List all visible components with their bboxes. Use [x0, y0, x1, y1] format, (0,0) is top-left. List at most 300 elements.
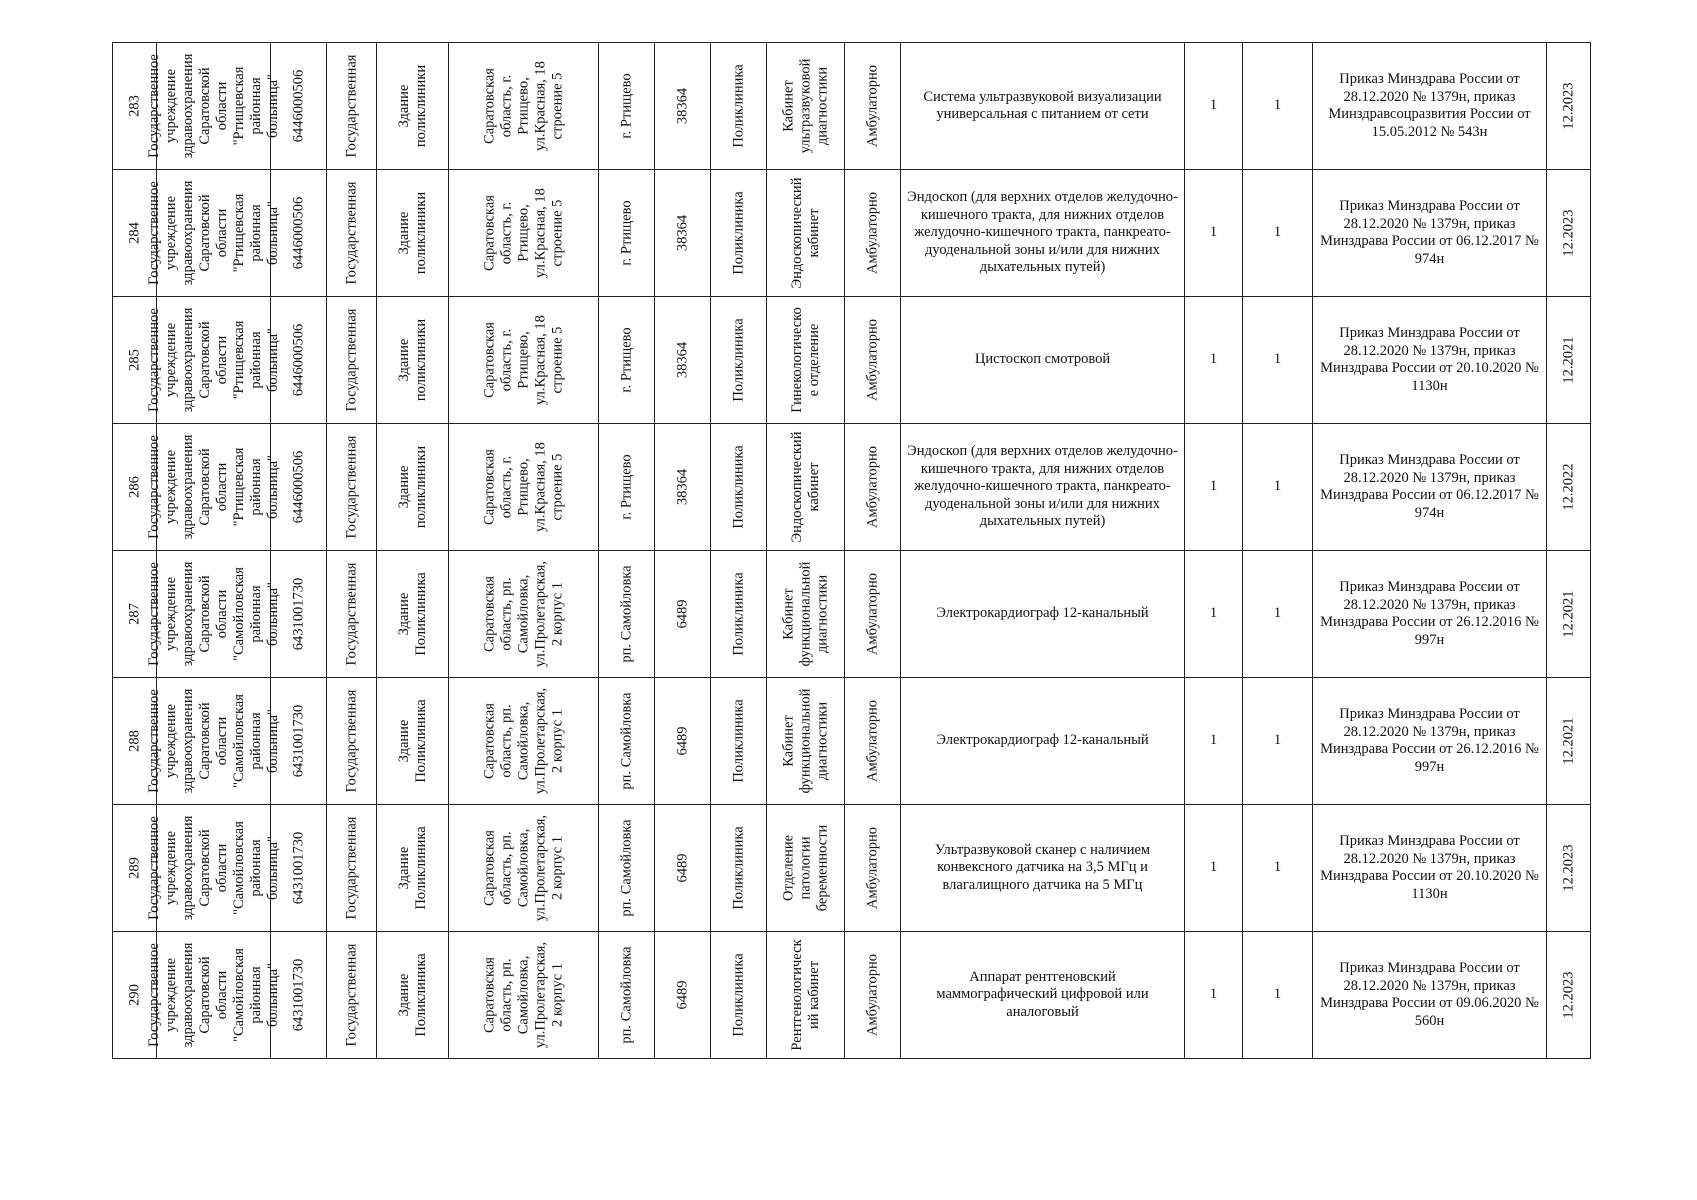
organization-name-line: здравоохранения — [179, 688, 196, 794]
facility-type: Поликлиника — [730, 953, 746, 1037]
inn-code: 6446000506 — [290, 450, 306, 524]
department-line: Кабинет — [780, 715, 796, 767]
table-cell — [145, 424, 281, 551]
department-line: Эндоскопический — [788, 431, 805, 543]
table-cell — [655, 678, 711, 805]
organization-name — [146, 689, 282, 794]
table-cell — [901, 424, 1185, 551]
building-type-line: поликлиники — [412, 191, 429, 275]
quantity-required: 1 — [1209, 351, 1218, 368]
table-cell — [1313, 551, 1547, 678]
table-cell — [449, 805, 599, 932]
organization-name-line: здравоохранения — [179, 180, 196, 286]
address-line: Саратовская — [481, 195, 497, 271]
table-cell — [711, 43, 767, 170]
table-cell — [1185, 551, 1243, 678]
address-line: Самойловка, — [515, 828, 531, 908]
organization-name-line: районная — [247, 966, 264, 1024]
population: 6489 — [674, 726, 690, 756]
address-line: Самойловка, — [515, 701, 531, 781]
equipment-name: Электрокардиограф 12-канальный — [936, 732, 1149, 749]
quantity-required: 1 — [1209, 97, 1218, 114]
address-line: Саратовская — [481, 576, 497, 652]
table-cell — [711, 170, 767, 297]
table-cell — [145, 297, 281, 424]
table-cell — [655, 424, 711, 551]
organization-name-line: районная — [247, 458, 264, 516]
table-cell — [767, 805, 845, 932]
locality: г. Ртищево — [618, 327, 634, 393]
organization-name-line: районная — [247, 331, 264, 389]
table-cell — [1185, 170, 1243, 297]
department-line: кабинет — [805, 208, 822, 258]
address — [481, 688, 566, 794]
table-cell — [377, 678, 449, 805]
organization-name-line: области — [213, 208, 230, 258]
table-cell — [449, 551, 599, 678]
organization-name-line: области — [213, 462, 230, 512]
department-line: Рентгенологическ — [788, 939, 805, 1051]
department-line: Эндоскопический — [788, 177, 805, 289]
inn-code: 6446000506 — [290, 196, 306, 270]
organization-name-line: "Ртищевская — [230, 447, 247, 527]
equipment-name: Эндоскоп (для верхних отделов желудочно- кишечного тракта, для нижних отделов желудочно-кишечного тракта, панкреато-дуоденальной зоны и/или для нижних дыхательных путей) — [907, 189, 1178, 276]
table-cell — [1185, 297, 1243, 424]
department-line: Кабинет — [780, 588, 796, 640]
organization-name-line: области — [213, 81, 230, 131]
inn-code: 6431001730 — [290, 704, 306, 778]
department — [789, 307, 823, 412]
table-cell — [271, 297, 327, 424]
building-type — [396, 572, 430, 655]
department — [780, 825, 831, 912]
organization-name-line: районная — [247, 585, 264, 643]
inn-code: 6431001730 — [290, 577, 306, 651]
table-cell — [1547, 424, 1591, 551]
table-cell — [901, 297, 1185, 424]
table-cell — [271, 43, 327, 170]
target-date: 12.2023 — [1560, 82, 1576, 130]
locality: рп. Самойловка — [618, 692, 634, 790]
table-cell — [1243, 424, 1313, 551]
address-line: 2 корпус 1 — [549, 709, 565, 774]
table-cell — [271, 805, 327, 932]
table-cell — [1547, 43, 1591, 170]
organization-name-line: Саратовской — [196, 321, 213, 399]
population: 38364 — [674, 214, 690, 252]
table-cell — [377, 932, 449, 1059]
quantity-planned: 1 — [1273, 859, 1282, 876]
organization-name-line: Саратовской — [196, 702, 213, 780]
facility-type: Поликлиника — [730, 826, 746, 910]
address-line: ул.Красная, 18 — [532, 442, 548, 532]
table-cell — [377, 297, 449, 424]
table-cell — [845, 297, 901, 424]
quantity-planned: 1 — [1273, 478, 1282, 495]
building-type-line: Здание — [395, 84, 412, 128]
table-cell — [901, 43, 1185, 170]
address-line: Саратовская — [481, 449, 497, 525]
building-type-line: Здание — [395, 592, 412, 636]
address-line: строение 5 — [549, 453, 565, 521]
building-type-line: поликлиники — [412, 318, 429, 402]
organization-name-line: районная — [247, 204, 264, 262]
target-date: 12.2023 — [1560, 209, 1576, 257]
building-type-line: Здание — [395, 719, 412, 763]
organization-name-line: учреждение — [162, 577, 179, 652]
table-cell — [711, 805, 767, 932]
population: 6489 — [674, 853, 690, 883]
organization-name-line: районная — [247, 77, 264, 135]
table-cell — [655, 297, 711, 424]
organization-name-line: здравоохранения — [179, 434, 196, 540]
table-cell — [655, 805, 711, 932]
address — [481, 942, 566, 1048]
ownership-type: Государственная — [343, 562, 359, 666]
organization-name-line: больница" — [264, 74, 281, 138]
address — [481, 815, 566, 921]
organization-name-line: больница" — [264, 963, 281, 1027]
table-cell — [845, 170, 901, 297]
table-cell — [449, 678, 599, 805]
building-type — [396, 953, 430, 1036]
row-number: 283 — [126, 95, 142, 117]
building-type-line: Здание — [395, 338, 412, 382]
quantity-required: 1 — [1209, 605, 1218, 622]
table-cell — [655, 43, 711, 170]
care-mode: Амбулаторно — [864, 826, 880, 910]
organization-name — [146, 816, 282, 921]
organization-name-line: области — [213, 843, 230, 893]
organization-name-line: районная — [247, 712, 264, 770]
quantity-required: 1 — [1209, 732, 1218, 749]
table-cell — [1185, 678, 1243, 805]
ownership-type: Государственная — [343, 54, 359, 158]
organization-name-line: "Ртищевская — [230, 320, 247, 400]
address-line: Саратовская — [481, 703, 497, 779]
address-line: область, г. — [498, 328, 514, 392]
table-cell — [901, 932, 1185, 1059]
table-cell — [377, 43, 449, 170]
table-cell — [1313, 43, 1547, 170]
facility-type: Поликлиника — [730, 445, 746, 529]
table-cell — [599, 170, 655, 297]
address-line: ул.Красная, 18 — [532, 315, 548, 405]
facility-type: Поликлиника — [730, 64, 746, 148]
table-cell — [327, 170, 377, 297]
address-line: Ртищево, — [515, 204, 531, 262]
address-line: Саратовская — [481, 68, 497, 144]
department-line: Кабинет — [780, 80, 796, 132]
table-cell — [145, 932, 281, 1059]
address-line: область, рп. — [498, 958, 514, 1032]
organization-name-line: больница" — [264, 709, 281, 773]
table-row — [113, 678, 1591, 805]
organization-name-line: Государственное — [145, 308, 162, 412]
row-number: 289 — [126, 857, 142, 879]
address — [481, 188, 566, 278]
organization-name-line: области — [213, 716, 230, 766]
address-line: ул.Пролетарская, — [532, 814, 548, 922]
locality: г. Ртищево — [618, 454, 634, 520]
table-cell — [845, 424, 901, 551]
organization-name-line: учреждение — [162, 704, 179, 779]
organization-name-line: здравоохранения — [179, 942, 196, 1048]
building-type — [396, 699, 430, 782]
care-mode: Амбулаторно — [864, 699, 880, 783]
table-cell — [845, 678, 901, 805]
care-mode: Амбулаторно — [864, 64, 880, 148]
quantity-planned: 1 — [1273, 224, 1282, 241]
regulatory-order: Приказ Минздрава России от 28.12.2020 № 1379н, приказ Минздрава России от 06.12.2017 № 974н — [1320, 198, 1539, 267]
table-cell — [271, 551, 327, 678]
table-cell — [1547, 551, 1591, 678]
table-cell — [711, 424, 767, 551]
department-line: кабинет — [805, 462, 822, 512]
building-type-line: Поликлиника — [412, 953, 429, 1037]
organization-name-line: больница" — [264, 201, 281, 265]
table-cell — [1243, 170, 1313, 297]
organization-name — [146, 181, 282, 286]
table-cell — [711, 551, 767, 678]
department — [789, 178, 823, 289]
table-cell — [145, 678, 281, 805]
building-type-line: поликлиники — [412, 445, 429, 529]
locality: рп. Самойловка — [618, 819, 634, 917]
organization-name-line: учреждение — [162, 323, 179, 398]
organization-name-line: здравоохранения — [179, 307, 196, 413]
facility-type: Поликлиника — [730, 699, 746, 783]
equipment-name: Ультразвуковой сканер с наличием конвексного датчика на 3,5 МГц и влагалищного датчика на 5 МГц — [934, 841, 1151, 893]
regulatory-order: Приказ Минздрава России от 28.12.2020 № 1379н, приказ Минздрава России от 06.12.2017 № 974н — [1320, 452, 1539, 521]
organization-name-line: Саратовской — [196, 448, 213, 526]
address-line: 2 корпус 1 — [549, 963, 565, 1028]
address — [481, 442, 566, 532]
quantity-required: 1 — [1209, 986, 1218, 1003]
organization-name-line: "Ртищевская — [230, 66, 247, 146]
table-cell — [901, 678, 1185, 805]
regulatory-order: Приказ Минздрава России от 28.12.2020 № 1379н, приказ Минздрава России от 26.12.2016 № 997н — [1320, 706, 1539, 775]
ownership-type: Государственная — [343, 308, 359, 412]
target-date: 12.2021 — [1560, 590, 1576, 638]
table-cell — [327, 932, 377, 1059]
table-cell — [599, 424, 655, 551]
table-cell — [901, 551, 1185, 678]
table-cell — [711, 932, 767, 1059]
table-cell — [845, 43, 901, 170]
department — [789, 939, 823, 1050]
address-line: Самойловка, — [515, 955, 531, 1035]
organization-name — [146, 943, 282, 1048]
department — [780, 59, 831, 154]
organization-name — [146, 435, 282, 540]
table-cell — [599, 297, 655, 424]
regulatory-order: Приказ Минздрава России от 28.12.2020 № 1379н, приказ Минздрава России от 20.10.2020 № 1130н — [1320, 325, 1539, 394]
department-line: Отделение — [780, 834, 796, 902]
table-cell — [599, 551, 655, 678]
organization-name — [146, 562, 282, 667]
organization-name-line: больница" — [264, 328, 281, 392]
address-line: строение 5 — [549, 326, 565, 394]
address-line: ул.Пролетарская, — [532, 941, 548, 1049]
target-date: 12.2021 — [1560, 336, 1576, 384]
organization-name-line: здравоохранения — [179, 53, 196, 159]
address-line: Саратовская — [481, 957, 497, 1033]
table-cell — [1547, 297, 1591, 424]
table-cell — [767, 424, 845, 551]
address-line: область, г. — [498, 201, 514, 265]
organization-name-line: Государственное — [145, 816, 162, 920]
locality: г. Ртищево — [618, 200, 634, 266]
organization-name-line: больница" — [264, 582, 281, 646]
department — [780, 689, 831, 794]
organization-name-line: области — [213, 589, 230, 639]
department-line: ультразвуковой — [797, 58, 813, 154]
table-cell — [655, 170, 711, 297]
address-line: область, рп. — [498, 831, 514, 905]
organization-name-line: учреждение — [162, 831, 179, 906]
address-line: строение 5 — [549, 199, 565, 267]
table-cell — [599, 932, 655, 1059]
address-line: область, рп. — [498, 577, 514, 651]
equipment-name: Эндоскоп (для верхних отделов желудочно- кишечного тракта, для нижних отделов желудочно-кишечного тракта, панкреато-дуоденальной зоны и/или для нижних дыхательных путей) — [907, 443, 1178, 530]
target-date: 12.2023 — [1560, 844, 1576, 892]
table-cell — [767, 297, 845, 424]
organization-name-line: "Самойловская — [230, 567, 247, 661]
building-type-line: Поликлиника — [412, 826, 429, 910]
building-type — [396, 65, 430, 147]
table-cell — [711, 297, 767, 424]
care-mode: Амбулаторно — [864, 572, 880, 656]
address-line: строение 5 — [549, 72, 565, 140]
facility-type: Поликлиника — [730, 318, 746, 402]
care-mode: Амбулаторно — [864, 953, 880, 1037]
organization-name-line: учреждение — [162, 69, 179, 144]
department-line: функциональной — [797, 561, 813, 667]
address-line: 2 корпус 1 — [549, 582, 565, 647]
quantity-required: 1 — [1209, 478, 1218, 495]
address-line: Саратовская — [481, 322, 497, 398]
building-type-line: Поликлиника — [412, 572, 429, 656]
organization-name-line: учреждение — [162, 450, 179, 525]
equipment-name: Аппарат рентгеновский маммографический цифровой или аналоговый — [936, 968, 1149, 1020]
table-cell — [655, 932, 711, 1059]
table-cell — [145, 170, 281, 297]
table-cell — [145, 805, 281, 932]
organization-name-line: Государственное — [145, 943, 162, 1047]
organization-name-line: "Ртищевская — [230, 193, 247, 273]
table-cell — [327, 43, 377, 170]
table-cell — [1243, 932, 1313, 1059]
table-cell — [145, 551, 281, 678]
organization-name-line: области — [213, 335, 230, 385]
table-cell — [599, 805, 655, 932]
building-type-line: Здание — [395, 846, 412, 890]
table-cell — [767, 932, 845, 1059]
table-cell — [1547, 678, 1591, 805]
ownership-type: Государственная — [343, 816, 359, 920]
table-cell — [767, 170, 845, 297]
table-cell — [1243, 805, 1313, 932]
ownership-type: Государственная — [343, 181, 359, 285]
organization-name-line: Саратовской — [196, 194, 213, 272]
organization-name-line: районная — [247, 839, 264, 897]
table-cell — [901, 170, 1185, 297]
organization-name-line: Государственное — [145, 54, 162, 158]
table-cell — [1185, 43, 1243, 170]
row-number: 288 — [126, 730, 142, 752]
inn-code: 6431001730 — [290, 958, 306, 1032]
building-type-line: Здание — [395, 973, 412, 1017]
building-type-line: Поликлиника — [412, 699, 429, 783]
care-mode: Амбулаторно — [864, 191, 880, 275]
quantity-planned: 1 — [1273, 351, 1282, 368]
address-line: область, г. — [498, 455, 514, 519]
table-cell — [599, 678, 655, 805]
table-cell — [845, 551, 901, 678]
row-number: 287 — [126, 603, 142, 625]
row-number: 285 — [126, 349, 142, 371]
building-type — [396, 446, 430, 528]
organization-name-line: Государственное — [145, 435, 162, 539]
table-cell — [1243, 297, 1313, 424]
building-type-line: Здание — [395, 465, 412, 509]
table-cell — [449, 424, 599, 551]
address-line: область, г. — [498, 74, 514, 138]
table-cell — [655, 551, 711, 678]
table-cell — [1547, 932, 1591, 1059]
building-type — [396, 319, 430, 401]
organization-name-line: "Самойловская — [230, 948, 247, 1042]
address-line: ул.Красная, 18 — [532, 61, 548, 151]
equipment-name: Электрокардиограф 12-канальный — [936, 605, 1149, 622]
organization-name-line: здравоохранения — [179, 561, 196, 667]
table-cell — [145, 43, 281, 170]
table-row — [113, 551, 1591, 678]
address-line: Саратовская — [481, 830, 497, 906]
address — [481, 61, 566, 151]
address-line: Ртищево, — [515, 458, 531, 516]
organization-name-line: Государственное — [145, 689, 162, 793]
inn-code: 6446000506 — [290, 69, 306, 143]
target-date: 12.2021 — [1560, 717, 1576, 765]
organization-name-line: больница" — [264, 836, 281, 900]
table-cell — [711, 678, 767, 805]
address-line: ул.Красная, 18 — [532, 188, 548, 278]
department-line: функциональной — [797, 688, 813, 794]
table-cell — [327, 805, 377, 932]
department-line: ий кабинет — [805, 960, 822, 1030]
table-cell — [1313, 424, 1547, 551]
ownership-type: Государственная — [343, 943, 359, 1047]
table-cell — [767, 43, 845, 170]
regulatory-order: Приказ Минздрава России от 28.12.2020 № 1379н, приказ Минздрава России от 26.12.2016 № 997н — [1320, 579, 1539, 648]
table-cell — [449, 170, 599, 297]
department — [789, 432, 823, 543]
table-row — [113, 43, 1591, 170]
table-cell — [271, 678, 327, 805]
organization-name-line: Саратовской — [196, 829, 213, 907]
table-cell — [1313, 170, 1547, 297]
table-cell — [767, 678, 845, 805]
table-row — [113, 297, 1591, 424]
table-cell — [271, 424, 327, 551]
table-row — [113, 805, 1591, 932]
organization-name-line: "Самойловская — [230, 821, 247, 915]
table-cell — [327, 424, 377, 551]
table-cell — [327, 551, 377, 678]
organization-name-line: Саратовской — [196, 67, 213, 145]
